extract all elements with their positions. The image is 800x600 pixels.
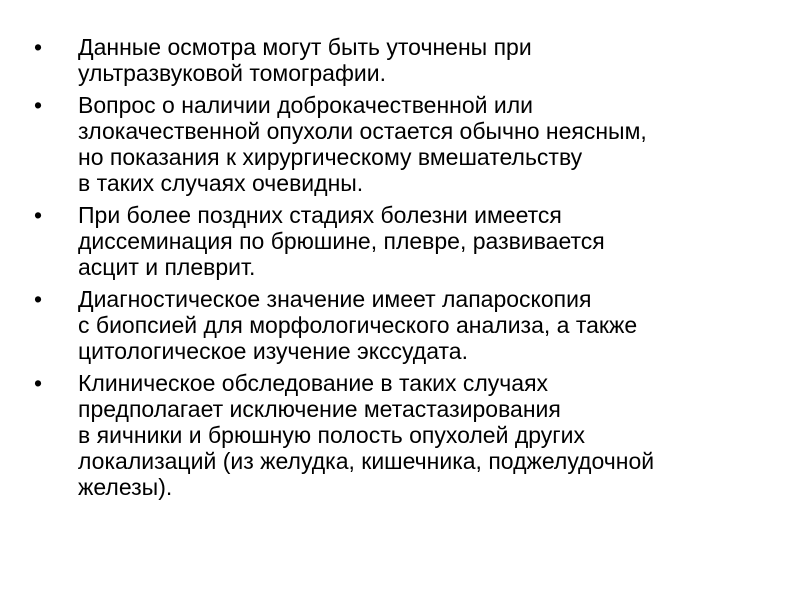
bullet-text-line: локализаций (из желудка, кишечника, поджелудочной (78, 448, 655, 474)
bullet-item (28, 34, 768, 86)
bullet-item (28, 202, 768, 280)
bullet-item (28, 370, 768, 500)
bullet-text-line: Вопрос о наличии доброкачественной или (78, 92, 534, 118)
bullet-text-line: Данные осмотра могут быть уточнены при (78, 34, 532, 60)
bullet-text-line: цитологическое изучение экссудата. (78, 338, 468, 364)
bullet-text-line: асцит и плеврит. (78, 254, 256, 280)
bullet-text-line: Диагностическое значение имеет лапароскопия (78, 286, 592, 312)
bullet-dot: • (33, 202, 43, 228)
bullet-text-line: ультразвуковой томографии. (78, 60, 386, 86)
bullet-text-line: в таких случаях очевидны. (78, 170, 364, 196)
bullet-text-line: Клиническое обследование в таких случаях (78, 370, 549, 396)
bullet-list (28, 34, 768, 506)
bullet-text-line: с биопсией для морфологического анализа, а также (78, 312, 638, 338)
bullet-dot: • (33, 370, 43, 396)
bullet-text-line: При более поздних стадиях болезни имеется (78, 202, 562, 228)
bullet-text-line: железы). (78, 474, 173, 500)
bullet-item (28, 286, 768, 364)
bullet-dot: • (33, 34, 43, 60)
bullet-dot: • (33, 92, 43, 118)
bullet-text-line: предполагает исключение метастазирования (78, 396, 561, 422)
bullet-text-line: диссеминация по брюшине, плевре, развивается (78, 228, 605, 254)
bullet-text-line: но показания к хирургическому вмешательству (78, 144, 583, 170)
bullet-text-line: злокачественной опухоли остается обычно неясным, (78, 118, 647, 144)
bullet-item (28, 92, 768, 196)
bullet-text-line: в яичники и брюшную полость опухолей других (78, 422, 586, 448)
bullet-dot: • (33, 286, 43, 312)
